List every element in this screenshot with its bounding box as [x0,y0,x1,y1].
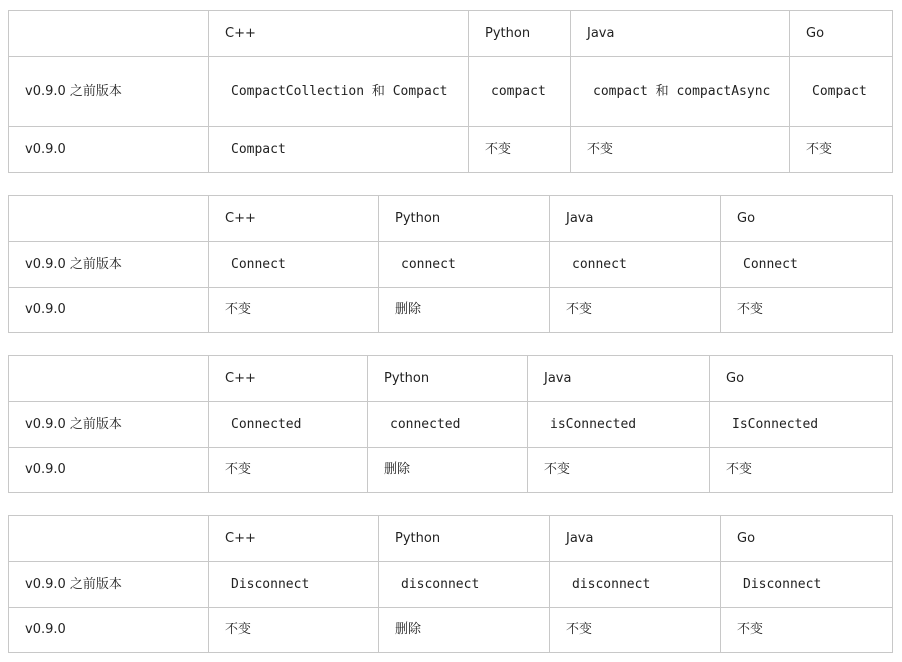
header-cell-python: Python [368,356,528,402]
header-cell-empty [9,196,209,242]
table-header-row [9,356,893,402]
header-cell-python: Python [379,516,550,562]
header-cell-java: Java [550,196,721,242]
cell-cpp-before: Disconnect [209,562,379,608]
cell-java-before: compact 和 compactAsync [571,57,790,127]
cell-python-after: 删除 [368,448,528,493]
row-label-before: v0.9.0 之前版本 [9,562,209,608]
cell-python-before: disconnect [379,562,550,608]
cell-cpp-before: Connect [209,242,379,288]
header-cell-empty [9,11,209,57]
cell-go-before: Compact [790,57,893,127]
row-label-after: v0.9.0 [9,288,209,333]
table-header-row [9,516,893,562]
cell-go-after: 不变 [790,127,893,173]
cell-go-after: 不变 [721,288,893,333]
cell-java-before: disconnect [550,562,721,608]
header-cell-cpp: C++ [209,196,379,242]
cell-cpp-after: 不变 [209,288,379,333]
row-label-before: v0.9.0 之前版本 [9,242,209,288]
cell-java-before: connect [550,242,721,288]
table-row-before [9,242,893,288]
cell-java-after: 不变 [528,448,710,493]
table-row-after [9,608,893,653]
cell-cpp-after: 不变 [209,448,368,493]
cell-python-before: connect [379,242,550,288]
row-label-after: v0.9.0 [9,127,209,173]
cell-java-after: 不变 [571,127,790,173]
cell-cpp-before: Connected [209,402,368,448]
cell-go-after: 不变 [710,448,893,493]
header-cell-java: Java [528,356,710,402]
table-header-row [9,196,893,242]
cell-cpp-after: Compact [209,127,469,173]
table-row-after [9,288,893,333]
header-cell-go: Go [721,196,893,242]
header-cell-empty [9,516,209,562]
cell-go-after: 不变 [721,608,893,653]
header-cell-cpp: C++ [209,356,368,402]
header-cell-go: Go [710,356,893,402]
cell-cpp-before: CompactCollection 和 Compact [209,57,469,127]
row-label-after: v0.9.0 [9,448,209,493]
header-cell-go: Go [721,516,893,562]
cell-java-before: isConnected [528,402,710,448]
table-row-before [9,402,893,448]
connected-api-table [8,355,893,493]
row-label-before: v0.9.0 之前版本 [9,402,209,448]
cell-java-after: 不变 [550,608,721,653]
header-cell-cpp: C++ [209,516,379,562]
cell-python-after: 删除 [379,288,550,333]
cell-go-before: Disconnect [721,562,893,608]
table-row-after [9,127,893,173]
cell-go-before: Connect [721,242,893,288]
header-cell-java: Java [550,516,721,562]
row-label-after: v0.9.0 [9,608,209,653]
header-cell-empty [9,356,209,402]
compact-api-table [8,10,893,173]
connect-api-table [8,195,893,333]
cell-cpp-after: 不变 [209,608,379,653]
cell-python-before: compact [469,57,571,127]
cell-python-before: connected [368,402,528,448]
cell-python-after: 不变 [469,127,571,173]
table-row-before [9,57,893,127]
header-cell-java: Java [571,11,790,57]
header-cell-python: Python [379,196,550,242]
cell-python-after: 删除 [379,608,550,653]
cell-java-after: 不变 [550,288,721,333]
header-cell-cpp: C++ [209,11,469,57]
header-cell-go: Go [790,11,893,57]
disconnect-api-table [8,515,893,653]
header-cell-python: Python [469,11,571,57]
table-row-before [9,562,893,608]
row-label-before: v0.9.0 之前版本 [9,57,209,127]
cell-go-before: IsConnected [710,402,893,448]
table-header-row [9,11,893,57]
table-row-after [9,448,893,493]
